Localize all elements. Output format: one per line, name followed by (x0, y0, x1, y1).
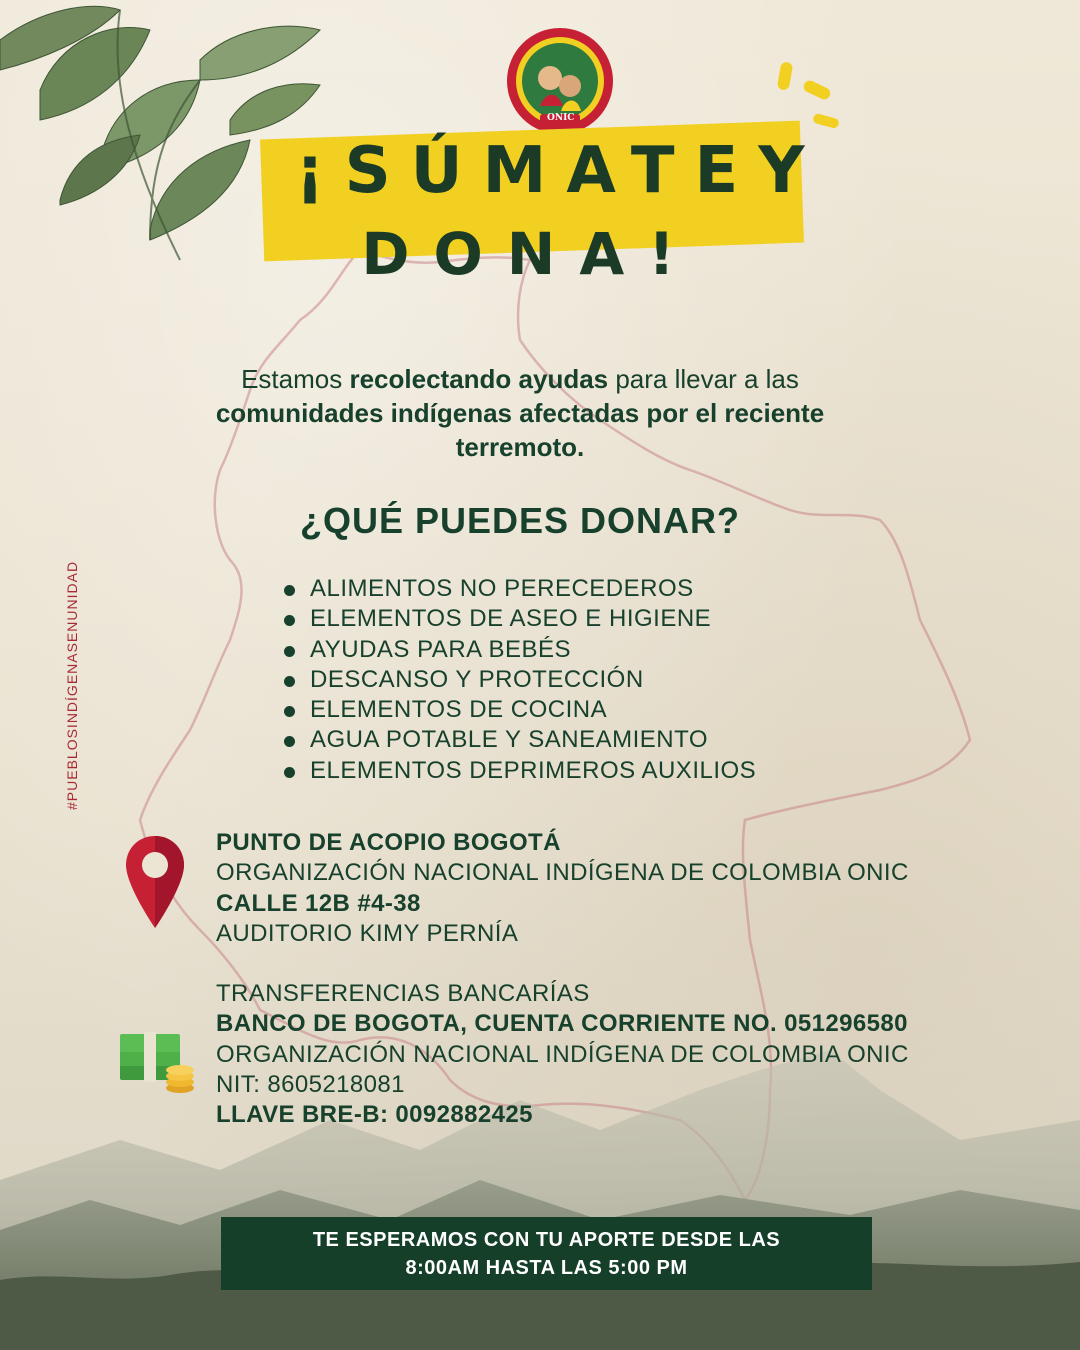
page-title (250, 134, 870, 288)
pickup-info (216, 828, 909, 949)
list-item: ELEMENTOS DE COCINA (284, 695, 756, 725)
bank-organization: ORGANIZACIÓN NACIONAL INDÍGENA DE COLOMBIA ONIC (216, 1040, 909, 1068)
schedule-line-1: TE ESPERAMOS CON TU APORTE DESDE LAS (312, 1228, 781, 1251)
pickup-address: CALLE 12B #4-38 (216, 889, 421, 917)
schedule-banner (221, 1217, 872, 1290)
donations-heading: ¿QUÉ PUEDES DONAR? (299, 500, 741, 541)
bank-account: BANCO DE BOGOTA, CUENTA CORRIENTE NO. 051296580 (216, 1010, 908, 1038)
hashtag-vertical: #PUEBLOSINDÍGENASENUNIDAD (64, 560, 80, 810)
money-stack-icon (118, 1020, 198, 1098)
intro-text-1: Estamos (241, 364, 350, 394)
list-item: AYUDAS PARA BEBÉS (284, 635, 756, 665)
pickup-organization: ORGANIZACIÓN NACIONAL INDÍGENA DE COLOMBIA ONIC (216, 859, 909, 887)
intro-bold-2: comunidades indígenas afectadas por el reciente terremoto. (215, 398, 825, 462)
list-item: DESCANSO Y PROTECCIÓN (284, 665, 756, 695)
bank-key: LLAVE BRE-B: 0092882425 (216, 1101, 533, 1129)
spark-lines-decoration (775, 60, 845, 140)
intro-text-2: para llevar a las (608, 364, 799, 394)
pickup-venue: AUDITORIO KIMY PERNÍA (216, 919, 519, 947)
intro-paragraph (150, 362, 890, 464)
pickup-heading: PUNTO DE ACOPIO BOGOTÁ (216, 829, 561, 856)
logo-ribbon-text: ONIC (547, 113, 575, 123)
list-item: ELEMENTOS DE ASEO E HIGIENE (284, 604, 756, 634)
map-pin-icon (124, 834, 186, 930)
list-item: AGUA POTABLE Y SANEAMIENTO (284, 725, 756, 755)
donation-list (284, 574, 756, 786)
bank-heading: TRANSFERENCIAS BANCARÍAS (216, 980, 590, 1007)
title-line-2: DONA! (361, 220, 699, 288)
bank-info (216, 979, 909, 1130)
title-line-1: ¡SÚMATEY (295, 134, 825, 208)
bank-nit: NIT: 8605218081 (216, 1070, 405, 1098)
list-item: ALIMENTOS NO PERECEDEROS (284, 574, 756, 604)
list-item: ELEMENTOS DEPRIMEROS AUXILIOS (284, 756, 756, 786)
schedule-line-2: 8:00AM HASTA LAS 5:00 PM (405, 1256, 688, 1279)
intro-bold-1: recolectando ayudas (349, 364, 609, 394)
